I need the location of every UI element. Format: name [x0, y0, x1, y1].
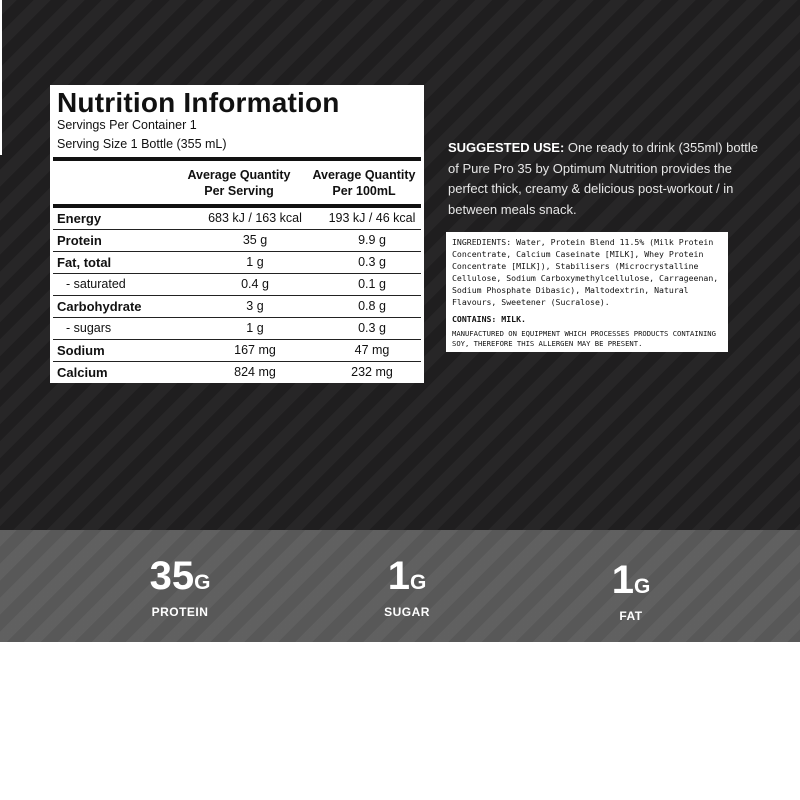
- suggested-use-text: One ready to drink (355ml) bottle of Pure Pro 35 by Optimum Nutrition provides the perfect thick, creamy & delicious post-workout / in between meals snack.: [448, 140, 758, 217]
- divider-thick: [53, 157, 421, 161]
- row-label: - saturated: [66, 277, 126, 291]
- column-header-per-100ml: Average Quantity Per 100mL: [312, 168, 416, 198]
- ingredients-text: INGREDIENTS: Water, Protein Blend 11.5% (Milk Protein Concentrate, Calcium Caseinate [MILK], Whey Protein Concentrate [MILK]), Stabilisers (Microcrystalline Cellulose, Sodium Carboxymethylcellulose, Carrageenan, Sodium Phosphate Dibasic), Maltodextrin, Natural Flavours, Sweetener (Sucralose).: [452, 237, 719, 307]
- table-row: [50, 208, 424, 230]
- row-label: Calcium: [57, 365, 108, 380]
- per-100ml-value: 0.1 g: [358, 277, 386, 291]
- row-label: Fat, total: [57, 255, 112, 270]
- table-row: [50, 318, 424, 340]
- per-serving-value: 167 mg: [234, 343, 276, 357]
- row-label: Energy: [57, 211, 102, 226]
- per-serving-value: 1 g: [246, 321, 264, 335]
- fat-value: 1: [611, 558, 634, 602]
- per-serving-value: 0.4 g: [241, 277, 269, 291]
- per-serving-value: 683 kJ / 163 kcal: [208, 211, 302, 225]
- fat-unit: G: [633, 575, 651, 598]
- per-serving-value: 3 g: [246, 299, 264, 313]
- protein-unit: G: [194, 571, 211, 594]
- per-100ml-value: 232 mg: [351, 365, 393, 379]
- servings-per-container: Servings Per Container 1: [57, 118, 197, 132]
- suggested-use-heading: SUGGESTED USE:: [448, 140, 565, 155]
- per-100ml-value: 0.3 g: [358, 255, 386, 269]
- sugar-unit: G: [409, 571, 427, 594]
- contains-allergens: CONTAINS: MILK.: [452, 314, 526, 324]
- protein-value: 35: [149, 554, 195, 598]
- sugar-highlight: [362, 556, 452, 619]
- serving-size: Serving Size 1 Bottle (355 mL): [57, 137, 227, 151]
- per-serving-value: 824 mg: [234, 365, 276, 379]
- fat-label: FAT: [619, 609, 643, 623]
- per-serving-value: 1 g: [246, 255, 264, 269]
- table-row: [50, 274, 424, 296]
- row-label: Carbohydrate: [57, 299, 142, 314]
- per-100ml-value: 193 kJ / 46 kcal: [328, 211, 416, 225]
- row-label: Protein: [57, 233, 102, 248]
- nutrition-title: Nutrition Information: [57, 87, 340, 118]
- per-100ml-value: 0.3 g: [358, 321, 386, 335]
- per-100ml-value: 0.8 g: [358, 299, 386, 313]
- table-row: [50, 362, 424, 384]
- fat-highlight: [586, 560, 676, 623]
- sugar-value: 1: [387, 554, 410, 598]
- nutrition-panel: [50, 85, 424, 383]
- table-row: [50, 340, 424, 362]
- row-label: - sugars: [66, 321, 112, 335]
- per-serving-value: 35 g: [242, 233, 268, 247]
- sugar-label: SUGAR: [384, 605, 430, 619]
- table-row: [50, 230, 424, 252]
- protein-highlight: [125, 556, 235, 619]
- row-label: Sodium: [57, 343, 105, 358]
- table-row: [50, 252, 424, 274]
- table-row: [50, 296, 424, 318]
- edge-line: [0, 0, 2, 155]
- allergen-warning: MANUFACTURED ON EQUIPMENT WHICH PROCESSES PRODUCTS CONTAINING SOY, THEREFORE THIS ALLERGEN MAY BE PRESENT.: [452, 329, 716, 348]
- protein-label: PROTEIN: [151, 605, 209, 619]
- suggested-use: [448, 138, 768, 220]
- per-100ml-value: 47 mg: [354, 343, 390, 357]
- ingredients-box: [446, 232, 728, 352]
- per-100ml-value: 9.9 g: [358, 233, 386, 247]
- column-header-per-serving: Average Quantity Per Serving: [187, 168, 291, 198]
